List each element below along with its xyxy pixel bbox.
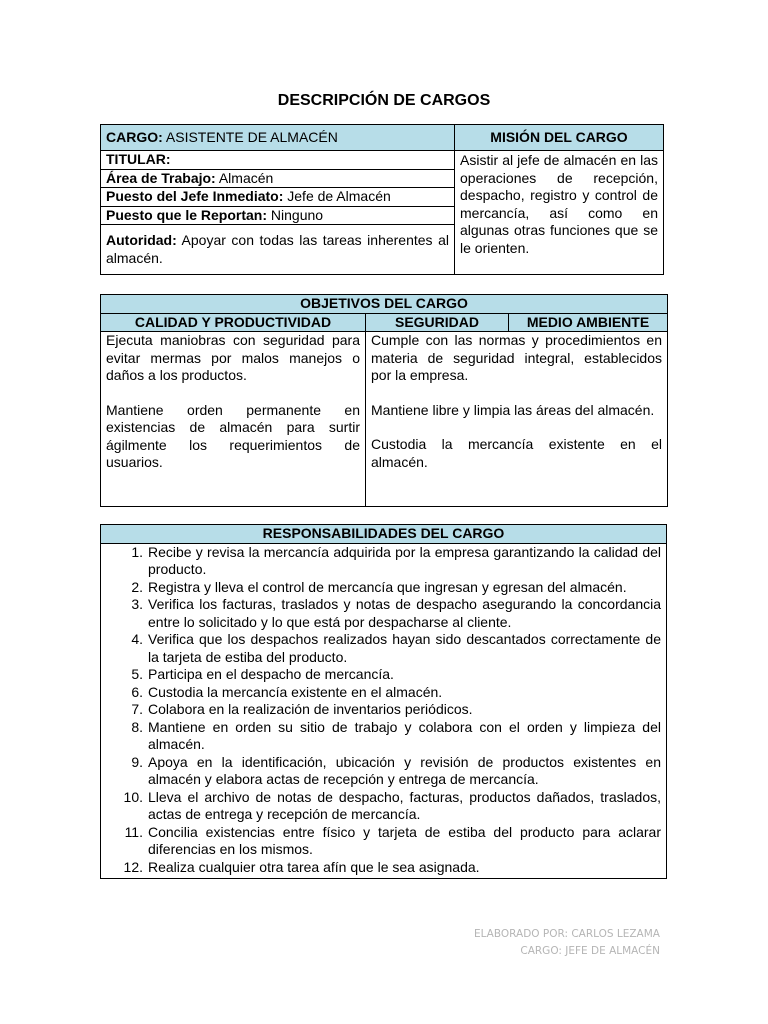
item-text: Registra y lleva el control de mercancía que ingresan y egresan del almacén. <box>148 578 627 595</box>
cargo-table <box>100 124 664 275</box>
mision-header: MISIÓN DEL CARGO <box>455 125 664 151</box>
objetivos-table <box>100 294 668 507</box>
seguridad-objective-2: Mantiene libre y limpia las áreas del almacén. <box>371 401 655 418</box>
mision-text: Asistir al jefe de almacén en las operaciones de recepción, despacho, registro y control de mercancía, así como en algunas otras funciones que se le orienten. <box>455 151 664 275</box>
list-item <box>101 824 661 859</box>
item-number: 7. <box>131 701 143 717</box>
seguridad-objective-1: Cumple con las normas y procedimientos en materia de seguridad integral, establecidos por la empresa. <box>371 332 662 383</box>
item-text: Verifica que los despachos realizados hayan sido descantados correctamente de la tarjeta de estiba del producto. <box>148 631 661 665</box>
item-text: Realiza cualquier otra tarea afín que le sea asignada. <box>148 858 480 875</box>
item-text: Concilia existencias entre físico y tarjeta de estiba del producto para aclarar diferencias en los mismos. <box>148 823 661 857</box>
item-text: Lleva el archivo de notas de despacho, facturas, productos dañados, traslados, actas de entrega y recepción de mercancía. <box>148 788 661 822</box>
list-item <box>101 754 661 789</box>
list-item <box>101 544 661 579</box>
item-text: Colabora en la realización de inventarios periódicos. <box>148 701 473 717</box>
item-number: 10. <box>123 788 143 805</box>
list-item <box>101 596 661 631</box>
item-number: 5. <box>131 666 143 682</box>
autoridad-cell <box>101 225 455 275</box>
calidad-objective-1: Ejecuta maniobras con seguridad para evitar mermas por malos manejos o daños a los productos. <box>106 332 360 383</box>
area-label: Área de Trabajo: <box>106 169 216 186</box>
calidad-cell <box>101 332 366 507</box>
list-item <box>101 631 661 666</box>
item-number: 6. <box>131 683 143 700</box>
medio-ambiente-header: MEDIO AMBIENTE <box>509 313 668 332</box>
area-cell <box>101 169 455 188</box>
item-text: Participa en el despacho de mercancía. <box>148 666 394 682</box>
objetivos-header: OBJETIVOS DEL CARGO <box>101 295 668 314</box>
jefe-cell <box>101 188 455 207</box>
list-item <box>101 719 661 754</box>
cargo-label: CARGO: <box>106 128 163 145</box>
item-number: 12. <box>123 858 143 875</box>
calidad-objective-2: Mantiene orden permanente en existencias de almacén para surtir ágilmente los requerimientos de usuarios. <box>106 401 360 470</box>
item-number: 2. <box>131 578 143 595</box>
area-value: Almacén <box>218 169 274 186</box>
autoridad-value: Apoyar con todas las tareas inherentes al almacén. <box>106 232 449 266</box>
item-number: 11. <box>124 823 143 840</box>
item-number: 8. <box>131 718 143 735</box>
responsabilidades-header: RESPONSABILIDADES DEL CARGO <box>101 525 667 544</box>
item-number: 9. <box>131 753 143 770</box>
responsabilidades-list <box>101 544 661 877</box>
item-number: 4. <box>131 631 143 647</box>
titular-cell <box>101 151 455 170</box>
responsabilidades-table <box>100 524 667 879</box>
reportan-value: Ninguno <box>270 206 324 223</box>
list-item <box>101 579 661 597</box>
list-item <box>101 684 661 702</box>
item-text: Recibe y revisa la mercancía adquirida por la empresa garantizando la calidad del producto. <box>148 543 661 577</box>
footer-cargo: CARGO: JEFE DE ALMACÉN <box>520 945 660 957</box>
jefe-label: Puesto del Jefe Inmediato: <box>106 188 284 204</box>
list-item <box>101 789 661 824</box>
jefe-value: Jefe de Almacén <box>287 188 391 204</box>
cargo-value: ASISTENTE DE ALMACÉN <box>165 128 338 145</box>
list-item <box>101 701 661 719</box>
responsabilidades-cell <box>101 543 667 879</box>
cargo-cell <box>101 125 455 151</box>
autoridad-label: Autoridad: <box>106 232 177 248</box>
calidad-header: CALIDAD Y PRODUCTIVIDAD <box>101 313 366 332</box>
item-text: Apoya en la identificación, ubicación y revisión de productos existentes en almacén y elabora actas de recepción y entrega de mercancía. <box>148 753 661 787</box>
titular-label: TITULAR: <box>106 151 171 167</box>
item-text: Custodia la mercancía existente en el almacén. <box>148 683 443 700</box>
page-title: DESCRIPCIÓN DE CARGOS <box>277 92 491 109</box>
seguridad-cell <box>366 332 668 507</box>
item-text: Mantiene en orden su sitio de trabajo y colabora con el orden y limpieza del almacén. <box>148 718 661 752</box>
reportan-label: Puesto que le Reportan: <box>106 206 268 223</box>
footer <box>474 926 660 960</box>
item-text: Verifica los facturas, traslados y notas de despacho asegurando la concordancia entre lo solicitado y lo que está por despacharse al cliente. <box>148 596 661 630</box>
footer-elaborado: ELABORADO POR: CARLOS LEZAMA <box>473 928 660 940</box>
seguridad-header: SEGURIDAD <box>366 313 509 332</box>
list-item <box>101 859 661 877</box>
item-number: 3. <box>131 596 143 612</box>
list-item <box>101 666 661 684</box>
reportan-cell <box>101 206 455 225</box>
seguridad-objective-3: Custodia la mercancía existente en el almacén. <box>371 436 662 470</box>
item-number: 1. <box>131 543 143 560</box>
